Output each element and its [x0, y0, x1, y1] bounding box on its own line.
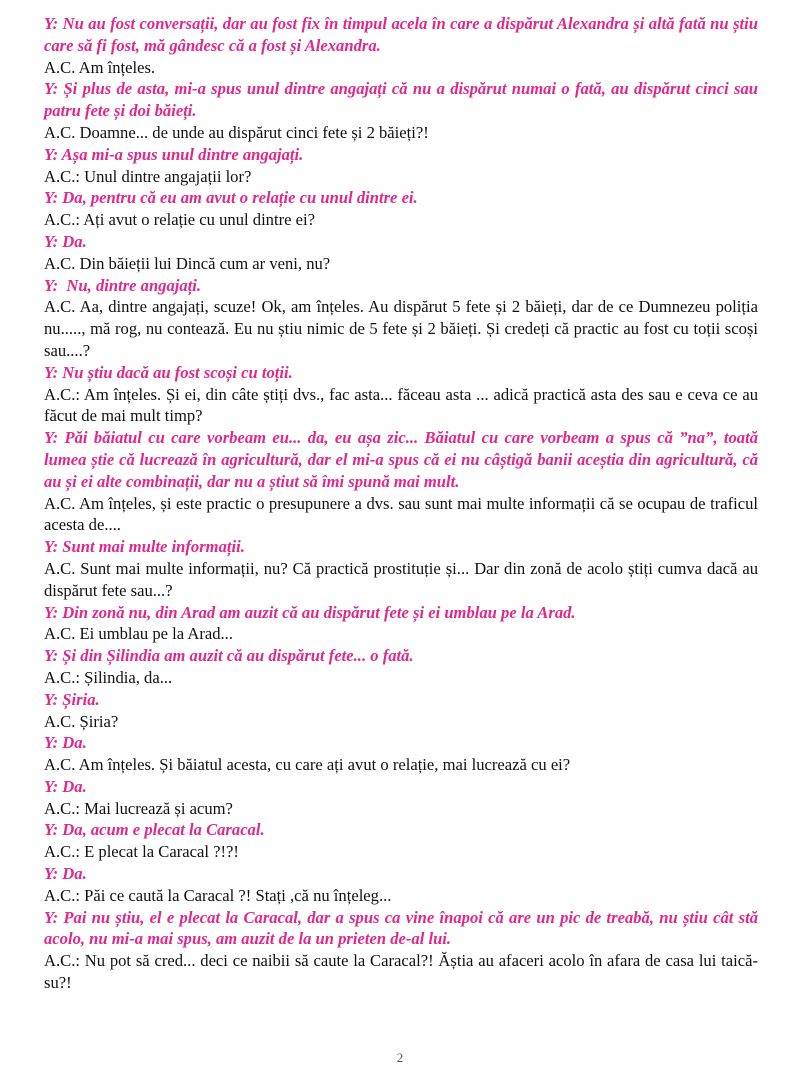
interviewer-line: A.C. Am înțeles. — [44, 57, 156, 77]
interviewer-line: A.C. Am înțeles, și este practic o presupunere a dvs. sau sunt mai multe informații că se ocupau de traficul acesta de.... — [44, 493, 758, 535]
interviewee-line: Y: Și din Șilindia am auzit că au dispărut fete... o fată. — [44, 646, 414, 666]
interviewer-line: A.C. Aa, dintre angajați, scuze! Ok, am înțeles. Au dispărut 5 fete și 2 băieți, dar de ce Dumnezeu poliția nu....., mă rog, nu contează. Eu nu știu nimic de 5 fete și 2 băieți. Și credeți că practic au fost cu toții scoși sau....? — [44, 297, 758, 360]
interviewee-line: Y: Așa mi-a spus unul dintre angajați. — [44, 144, 304, 164]
interviewer-line: A.C.: Am înțeles. Și ei, din câte știți dvs., fac asta... făceau asta ... adică practică asta des sau e ceva ce au făcut de mai mult timp? — [44, 384, 758, 426]
transcript-page — [44, 13, 758, 994]
interviewee-line: Y: Și plus de asta, mi-a spus unul dintre angajați că nu a dispărut numai o fată, au dispărut cinci sau patru fete și doi băieți. — [44, 79, 758, 121]
page-number: 2 — [396, 1050, 404, 1065]
interviewee-line: Y: Din zonă nu, din Arad am auzit că au dispărut fete și ei umblau pe la Arad. — [44, 602, 576, 622]
interviewee-line: Y: Nu au fost conversații, dar au fost fix în timpul acela în care a dispărut Alexandra și altă fată nu știu care să fi fost, mă gândesc că a fost și Alexandra. — [44, 14, 758, 55]
interviewer-line: A.C.: Mai lucrează și acum? — [44, 798, 233, 818]
interviewee-line: Y: Nu, dintre angajați. — [44, 275, 202, 295]
interviewer-line: A.C. Ei umblau pe la Arad... — [44, 624, 233, 644]
interviewer-line: A.C.: Șilindia, da... — [44, 667, 173, 687]
interviewee-line: Y: Pai nu știu, el e plecat la Caracal, dar a spus ca vine înapoi că are un pic de treabă, nu știu cât stă acolo, nu mi-a mai spus, am auzit de la un prieten de-al lui. — [44, 907, 758, 949]
interviewee-line: Y: Sunt mai multe informații. — [44, 537, 245, 557]
interviewer-line: A.C. Am înțeles. Și băiatul acesta, cu care ați avut o relație, mai lucrează cu ei? — [44, 755, 571, 775]
interviewer-line: A.C.: Nu pot să cred... deci ce naibii să caute la Caracal?! Ăștia au afaceri acolo în afara de casa lui taică-su?! — [44, 951, 758, 993]
interviewee-line: Y: Nu știu dacă au fost scoși cu toții. — [44, 362, 293, 382]
interviewer-line: A.C. Doamne... de unde au dispărut cinci fete și 2 băieți?! — [44, 122, 429, 142]
interviewee-line: Y: Da, pentru că eu am avut o relație cu unul dintre ei. — [44, 188, 418, 208]
interviewer-line: A.C. Din băieții lui Dincă cum ar veni, nu? — [44, 253, 331, 273]
interviewer-line: A.C.: Ați avut o relație cu unul dintre ei? — [44, 210, 315, 230]
interviewee-line: Y: Da. — [44, 733, 87, 753]
interviewee-line: Y: Da, acum e plecat la Caracal. — [44, 820, 265, 840]
interviewer-line: A.C. Sunt mai multe informații, nu? Că practică prostituție și... Dar din zonă de acolo știți cumva dacă au dispărut fete sau...? — [44, 558, 758, 600]
interviewer-line: A.C.: E plecat la Caracal ?!?! — [44, 842, 239, 862]
interviewer-line: A.C.: Păi ce caută la Caracal ?! Stați ,că nu înțeleg... — [44, 885, 392, 905]
interviewee-line: Y: Da. — [44, 864, 87, 884]
interviewer-line: A.C.: Unul dintre angajații lor? — [44, 166, 252, 186]
interviewee-line: Y: Da. — [44, 776, 87, 796]
interviewee-line: Y: Da. — [44, 231, 87, 251]
interviewee-line: Y: Păi băiatul cu care vorbeam eu... da, eu așa zic... Băiatul cu care vorbeam a spus că ”na”, toată lumea știe că lucrează în agricultură, dar el mi-a spus că ei nu câștigă banii aceștia din agricultură, că au și ei alte combinații, dar nu a știut să îmi spună mai mult. — [44, 428, 758, 491]
interviewer-line: A.C. Șiria? — [44, 711, 119, 731]
interviewee-line: Y: Șiria. — [44, 689, 100, 709]
